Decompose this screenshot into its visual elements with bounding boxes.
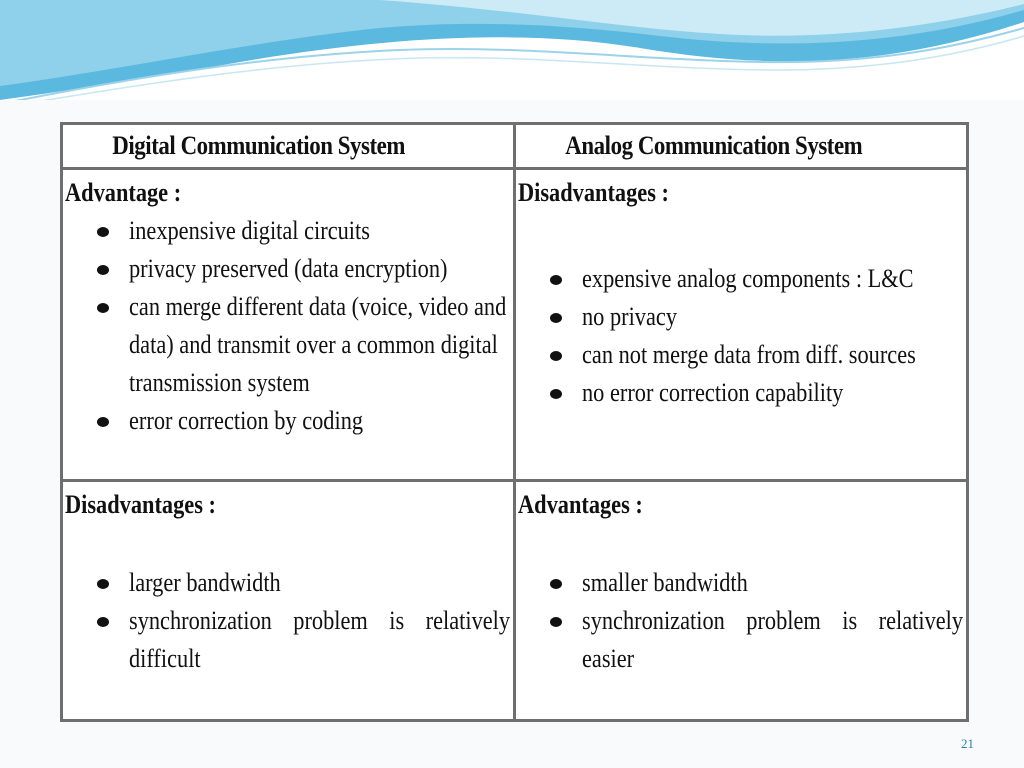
cell-title: Advantages : bbox=[518, 490, 643, 519]
bullet-icon bbox=[97, 617, 109, 627]
header-wave-decoration bbox=[0, 0, 1024, 110]
list-item: synchronization problem is relatively difficult bbox=[63, 602, 513, 678]
bullet-icon bbox=[97, 265, 109, 275]
analog-disadvantages-cell bbox=[515, 169, 968, 481]
page-number: 21 bbox=[961, 736, 974, 751]
bullet-icon bbox=[97, 227, 109, 237]
list-item: no privacy bbox=[516, 298, 966, 336]
header-digital: Digital Communication System bbox=[62, 124, 515, 169]
bullet-icon bbox=[550, 579, 562, 589]
digital-advantages-cell bbox=[62, 169, 515, 481]
analog-advantages-cell bbox=[515, 481, 968, 721]
list-item: inexpensive digital circuits bbox=[63, 212, 513, 250]
list-item: privacy preserved (data encryption) bbox=[63, 250, 513, 288]
bullet-icon bbox=[550, 351, 562, 361]
list-item: synchronization problem is relatively easier bbox=[516, 602, 966, 678]
cell-title: Advantage : bbox=[65, 178, 182, 207]
list-item: can merge different data (voice, video and data) and transmit over a common digital transmission system bbox=[63, 288, 513, 402]
list-item: expensive analog components : L&C bbox=[516, 260, 966, 298]
bullet-icon bbox=[97, 303, 109, 313]
cell-title: Disadvantages : bbox=[518, 178, 669, 207]
bullet-icon bbox=[97, 417, 109, 427]
list-item: larger bandwidth bbox=[63, 564, 513, 602]
bullet-icon bbox=[97, 579, 109, 589]
bullet-icon bbox=[550, 275, 562, 285]
digital-disadvantages-cell bbox=[62, 481, 515, 721]
comparison-table bbox=[60, 122, 966, 722]
bullet-icon bbox=[550, 313, 562, 323]
list-item: smaller bandwidth bbox=[516, 564, 966, 602]
list-item: no error correction capability bbox=[516, 374, 966, 412]
list-item: can not merge data from diff. sources bbox=[516, 336, 966, 374]
cell-title: Disadvantages : bbox=[65, 490, 216, 519]
bullet-icon bbox=[550, 617, 562, 627]
bullet-icon bbox=[550, 389, 562, 399]
list-item: error correction by coding bbox=[63, 402, 513, 440]
header-analog: Analog Communication System bbox=[515, 124, 968, 169]
